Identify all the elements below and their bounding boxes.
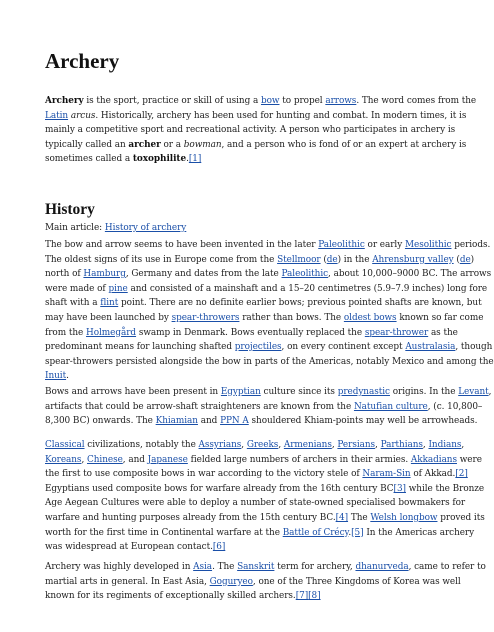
wiki-link[interactable]: Mesolithic [404, 240, 452, 250]
wiki-link[interactable]: [3] [393, 483, 406, 494]
italic-term: bowman [183, 139, 222, 150]
wiki-link[interactable]: History of archery [104, 223, 187, 233]
text-run: , [331, 440, 338, 450]
text-line [45, 152, 435, 167]
text-run: culture since its [260, 387, 338, 397]
wiki-link[interactable]: Persians [337, 440, 376, 450]
text-run: . The [212, 562, 238, 572]
wiki-link[interactable]: Koreans [45, 454, 82, 465]
text-line [45, 238, 491, 253]
text-run: is the sport, practice or skill of using a [83, 96, 261, 106]
wiki-link[interactable]: Armenians [283, 440, 332, 450]
text-line [45, 296, 482, 311]
wiki-link[interactable]: Assyrians [198, 440, 242, 450]
text-run: or a [160, 139, 184, 150]
text-run: proved its [437, 512, 485, 523]
wiki-link[interactable]: Ahrensburg valley [372, 254, 454, 265]
wiki-link[interactable]: Welsh longbow [370, 512, 438, 523]
wiki-link[interactable]: Japanese [147, 454, 188, 465]
text-run: , [278, 440, 284, 450]
wiki-link[interactable]: Chinese [87, 454, 123, 465]
text-line [45, 467, 468, 482]
text-run: , about 10,000–9000 BC. The arrows [328, 269, 492, 280]
text-run: predominant means for launching shafted [45, 342, 235, 353]
text-run: , [375, 440, 381, 450]
text-run: , Germany and dates from the late [125, 269, 282, 280]
wiki-link[interactable]: [2] [455, 469, 468, 480]
text-run: In the Americas archery [363, 527, 475, 538]
wiki-link[interactable]: Greeks [246, 440, 279, 450]
text-run: Age Aegean Cultures were able to deploy a number of state-owned specialised bowmakers for [45, 498, 466, 509]
text-run: , one of the Three Kingdoms of Korea was well [252, 576, 461, 587]
text-line [45, 138, 467, 153]
wiki-link[interactable]: Levant [458, 387, 489, 397]
history-paragraph-3 [45, 438, 485, 555]
text-run: , (c. 10,800– [427, 401, 483, 412]
text-line [45, 496, 466, 511]
wiki-link[interactable]: [4] [335, 512, 349, 523]
text-line [45, 221, 435, 236]
text-run: ) in the [337, 254, 373, 265]
text-run: as the [428, 327, 458, 338]
wiki-link[interactable]: Latin [45, 110, 69, 121]
text-line [45, 400, 483, 415]
text-run: worth for the first time in Continental warfare at the [45, 527, 283, 538]
text-run: , [241, 440, 247, 450]
text-line [45, 340, 493, 355]
text-run: periods. [451, 240, 491, 250]
wiki-link[interactable]: Holmegård [86, 327, 137, 338]
wiki-link[interactable]: Classical [45, 440, 85, 450]
text-run: . [186, 154, 189, 165]
text-run: , and [122, 454, 148, 465]
bold-term: toxophilite [132, 154, 187, 165]
text-run: rather than bows. The [239, 312, 344, 323]
text-run: civilizations, notably the [84, 440, 199, 450]
text-run: known so far come [396, 312, 484, 323]
text-run: The bow and arrow seems to have been invented in the later [45, 240, 319, 250]
wiki-link[interactable]: Egyptian [220, 387, 261, 397]
intro-paragraph [45, 94, 477, 167]
wiki-link[interactable]: [5] [351, 527, 364, 538]
italic-term: arcus [70, 110, 96, 121]
text-line [45, 540, 435, 555]
text-run: . [348, 527, 352, 538]
text-run: . Historically, archery has been used for hunting and combat. In modern times, it is [95, 110, 467, 121]
text-run: swamp in Denmark. Bows eventually replaced the [136, 327, 365, 338]
text-run: shaft with a [45, 298, 101, 309]
wiki-link[interactable]: Australasia [405, 342, 456, 353]
text-run: , [81, 454, 87, 465]
text-run: while the Bronze [405, 483, 485, 494]
text-line [45, 385, 492, 400]
text-run: of Akkad. [410, 469, 456, 480]
wiki-link[interactable]: Akkadians [410, 454, 457, 465]
wiki-link[interactable]: Paleolithic [318, 240, 365, 250]
wiki-link[interactable]: pine [108, 283, 128, 294]
text-line [45, 282, 488, 297]
text-run: The oldest signs of its use in Europe come from the [45, 254, 278, 265]
text-run: Egyptians used composite bows for warfare already from the 16th century BC [45, 483, 394, 494]
wiki-link[interactable]: Battle of Crécy [282, 527, 349, 538]
history-heading: History [45, 201, 95, 218]
text-run: ( [320, 254, 327, 265]
text-run: were [456, 454, 482, 465]
text-line [45, 438, 465, 453]
text-line [45, 94, 477, 109]
text-run: warfare and hunting purposes already from the 15th century BC. [45, 512, 336, 523]
text-run: . [66, 371, 69, 382]
wiki-link[interactable]: [7] [295, 591, 309, 602]
wiki-link[interactable]: projectiles [234, 342, 282, 353]
wiki-link[interactable]: Inuit [45, 371, 67, 382]
wiki-link[interactable]: de [459, 254, 471, 265]
text-run: , [422, 440, 429, 450]
text-run: Main article: [45, 223, 105, 233]
text-run: may have been launched by [45, 312, 172, 323]
text-run: from the [45, 327, 87, 338]
wiki-link[interactable]: Naram-Sin [362, 469, 411, 480]
text-run: north of [45, 269, 84, 280]
text-line [45, 526, 475, 541]
text-run: spear-throwers persisted alongside the bow in parts of the Americas, notably Mexico and among the [45, 356, 494, 367]
text-run: or early [364, 240, 405, 250]
text-line [45, 369, 435, 384]
text-line [45, 482, 485, 497]
wiki-link[interactable]: Parthians [380, 440, 423, 450]
wiki-link[interactable]: PPN A [220, 416, 249, 427]
text-run: point. There are no definite earlier bows; previous pointed shafts are known, but [118, 298, 482, 309]
text-line [45, 560, 486, 575]
wiki-link[interactable]: Stellmoor [277, 254, 321, 265]
text-line [45, 123, 456, 138]
text-run: shouldered Khiam-points may well be arrowheads. [248, 416, 478, 427]
wiki-link[interactable]: spear-throwers [171, 312, 240, 323]
text-run: mainly a competitive sport and recreational activity. A person who participates in archery is [45, 125, 456, 136]
text-line [45, 414, 478, 429]
text-run: and [197, 416, 221, 427]
wiki-link[interactable]: predynastic [337, 387, 390, 397]
text-run: origins. In the [389, 387, 459, 397]
text-run: martial arts in general. In East Asia, [45, 576, 210, 587]
text-run: Archery was highly developed in [45, 562, 194, 572]
wiki-link[interactable]: [6] [212, 542, 226, 553]
wiki-link[interactable]: flint [100, 298, 119, 309]
text-run: 8,300 BC) onwards. The [45, 416, 156, 427]
text-line [45, 253, 475, 268]
wiki-link[interactable]: arrows [325, 96, 357, 106]
text-run: The [348, 512, 371, 523]
main-article-note [45, 221, 435, 236]
bold-term: archer [128, 139, 161, 150]
text-line [45, 355, 494, 370]
text-line [45, 326, 458, 341]
wiki-link[interactable]: Natufian culture [353, 401, 428, 412]
text-run: , on every continent except [281, 342, 406, 353]
text-run: artifacts that could be arrow-shaft straighteners are known from the [45, 401, 354, 412]
history-paragraph-4 [45, 560, 486, 604]
text-run: , though [455, 342, 493, 353]
text-run: term for archery, [274, 562, 356, 572]
bold-term: Archery [45, 96, 84, 106]
wiki-link[interactable]: bow [260, 96, 280, 106]
wiki-link[interactable]: spear-thrower [364, 327, 429, 338]
history-paragraph-1 [45, 238, 494, 384]
wiki-link[interactable]: Paleolithic [281, 269, 329, 280]
wiki-link[interactable]: de [326, 254, 338, 265]
wiki-link[interactable]: Khiamian [155, 416, 198, 427]
text-line [45, 311, 484, 326]
text-run: fielded large numbers of archers in their armies. [187, 454, 411, 465]
wiki-link[interactable]: Goguryeo [209, 576, 253, 587]
text-run: was widespread at European contact. [45, 542, 213, 553]
text-line [45, 109, 467, 124]
text-run: . The word comes from the [356, 96, 477, 106]
text-run: known for its regiments of exceptionally skilled archers. [45, 591, 296, 602]
wiki-link[interactable]: Hamburg [83, 269, 126, 280]
text-line [45, 589, 435, 604]
wiki-link[interactable]: Sanskrit [237, 562, 275, 572]
text-run: to propel [279, 96, 326, 106]
text-run: ( [453, 254, 460, 265]
text-run: , came to refer to [408, 562, 486, 572]
page-title: Archery [45, 49, 120, 73]
text-run: , [461, 440, 465, 450]
text-line [45, 575, 461, 590]
text-run: the first to use composite bows in war according to the victory stele of [45, 469, 363, 480]
wiki-link[interactable]: Indians [428, 440, 462, 450]
wiki-link[interactable]: dhanurveda [355, 562, 409, 572]
text-run: and consisted of a mainshaft and a 15–20 centimetres (5.9–7.9 inches) long fore [127, 283, 488, 294]
text-run: , and a person who is fond of or an expert at archery is [221, 139, 467, 150]
text-run: typically called an [45, 139, 129, 150]
text-run: Bows and arrows have been present in [45, 387, 221, 397]
text-run: , [488, 387, 492, 397]
wiki-link[interactable]: oldest bows [343, 312, 397, 323]
history-paragraph-2 [45, 385, 492, 429]
text-line [45, 267, 492, 282]
text-line [45, 511, 485, 526]
wiki-link[interactable]: [1] [188, 154, 202, 165]
wiki-link[interactable]: [8] [308, 591, 321, 602]
text-line [45, 453, 482, 468]
text-run: ) [470, 254, 475, 265]
wiki-link[interactable]: Asia [193, 562, 213, 572]
text-run: sometimes called a [45, 154, 133, 165]
text-run: were made of [45, 283, 109, 294]
